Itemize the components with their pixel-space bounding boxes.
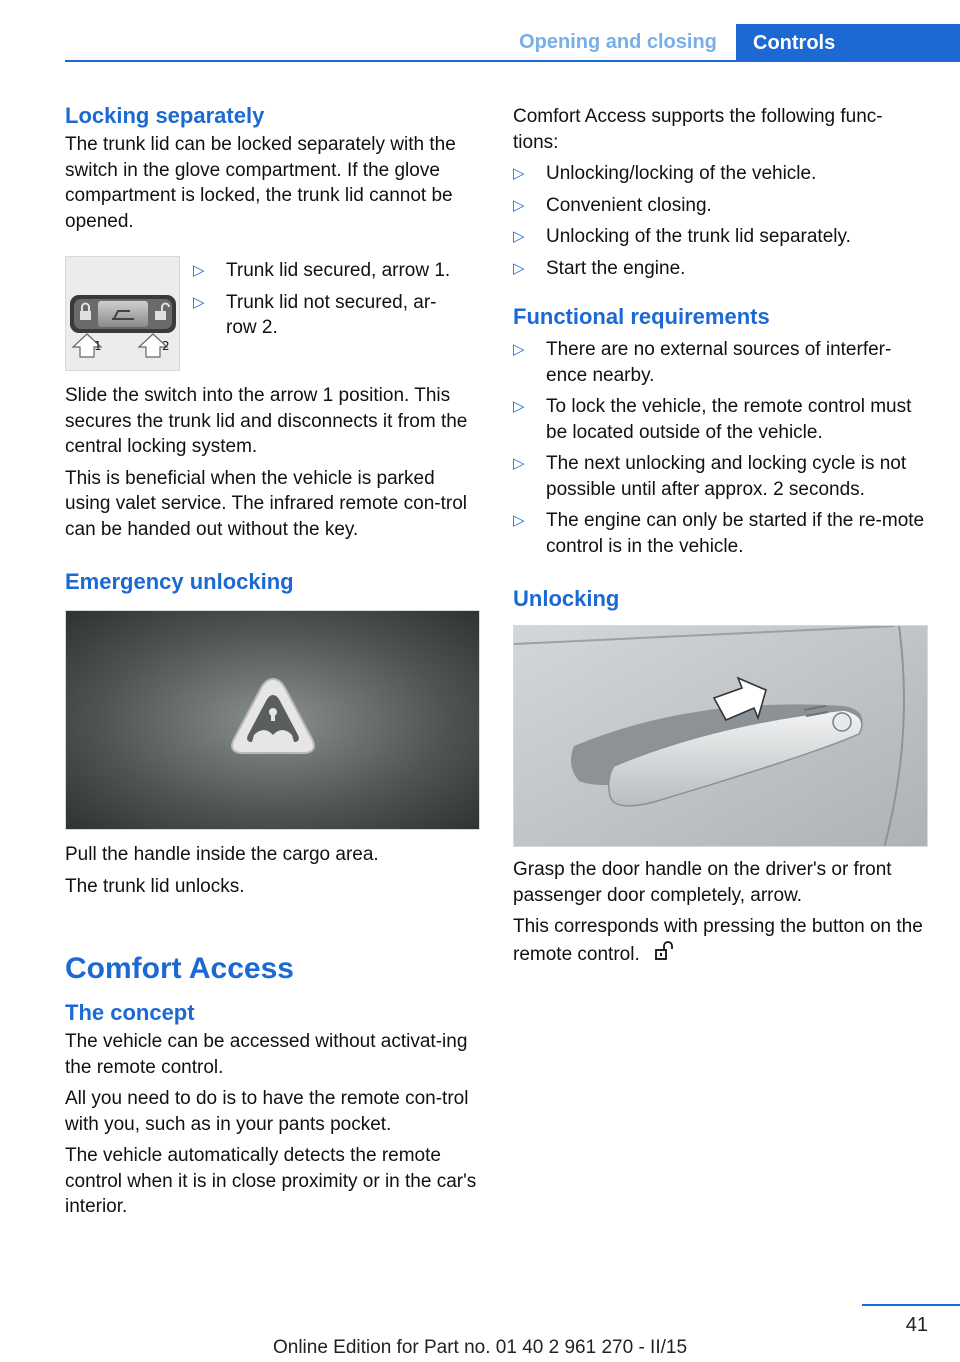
list-item: ▷ The next unlocking and locking cycle is not possible until after approx. 2 seconds. (513, 453, 907, 500)
list-marker-icon: ▷ (193, 293, 205, 311)
heading-the-concept: The concept (65, 1000, 195, 1025)
concept-paragraph-3: The vehicle automatically detects the remote control when it is in close proximity or in the car's interior. (65, 1145, 477, 1217)
list-item: ▷ Trunk lid secured, arrow 1. (193, 258, 463, 284)
list-item: ▷ Convenient closing. (513, 193, 928, 219)
list-item: ▷ Unlocking/locking of the vehicle. (513, 161, 928, 187)
locking-separately-paragraph-1: Slide the switch into the arrow 1 position. This secures the trunk lid and disconnects it from the central locking system. (65, 385, 468, 457)
list-marker-icon: ▷ (513, 165, 525, 182)
emergency-paragraph-1: Pull the handle inside the cargo area. (65, 844, 379, 865)
door-handle-image (513, 625, 928, 847)
right-column (513, 100, 928, 967)
list-marker-icon: ▷ (513, 196, 525, 214)
heading-locking-separately: Locking separately (65, 103, 265, 128)
requirements-list (513, 337, 928, 559)
emergency-handle-illustration (66, 611, 480, 830)
locking-separately-paragraph-2: This is beneficial when the vehicle is parked using valet service. The infrared remote con‐trol can be handed out without the key. (65, 467, 467, 540)
unlocking-paragraph-2: This corresponds with pressing the button on the remote control. (513, 916, 923, 965)
list-item: ▷ Unlocking of the trunk lid separately. (513, 224, 928, 250)
emergency-handle-image (65, 610, 480, 830)
switch-figure-row (65, 256, 480, 371)
heading-functional-requirements: Functional requirements (513, 304, 770, 329)
list-marker-icon: ▷ (513, 398, 525, 415)
heading-emergency-unlocking: Emergency unlocking (65, 569, 294, 594)
header-section-title: Opening and closing (519, 31, 717, 53)
heading-comfort-access: Comfort Access (65, 952, 294, 985)
header-chapter-tab: Controls (736, 24, 960, 62)
list-marker-icon: ▷ (193, 262, 205, 279)
arrow-label-1: 1 (94, 339, 102, 353)
unlock-button-icon (653, 940, 679, 964)
arrow-label-2: 2 (162, 339, 170, 353)
locking-separately-intro: The trunk lid can be locked separately with the switch in the glove compartment. If the glove compartment is locked, the trunk lid cannot be opened. (65, 134, 456, 232)
glove-box-switch-image (65, 256, 180, 371)
list-marker-icon: ▷ (513, 341, 525, 358)
list-marker-icon: ▷ (513, 512, 525, 529)
unlocking-paragraph-1: Grasp the door handle on the driver's or front passenger door completely, arrow. (513, 859, 892, 906)
heading-unlocking: Unlocking (513, 586, 620, 611)
list-marker-icon: ▷ (513, 455, 525, 472)
list-item: ▷ To lock the vehicle, the remote control must be located outside of the vehicle. (513, 396, 912, 443)
list-marker-icon: ▷ (513, 228, 525, 245)
list-item: ▷ The engine can only be started if the re‐mote control is in the vehicle. (513, 510, 925, 557)
concept-paragraph-2: All you need to do is to have the remote con‐trol with you, such as in your pants pocket. (65, 1088, 469, 1135)
functions-list (513, 161, 928, 281)
list-marker-icon: ▷ (513, 259, 525, 277)
footer-rule (862, 1304, 960, 1306)
list-item: ▷ Start the engine. (513, 256, 928, 282)
concept-paragraph-1: The vehicle can be accessed without activat‐ing the remote control. (65, 1031, 468, 1078)
page-number: 41 (905, 1314, 928, 1336)
footer-edition: Online Edition for Part no. 01 40 2 961 270 - II/15 (272, 1337, 688, 1358)
list-item: ▷ Trunk lid not secured, ar‐row 2. (193, 291, 437, 338)
emergency-paragraph-2: The trunk lid unlocks. (65, 875, 245, 897)
left-column (65, 100, 480, 1220)
functions-intro: Comfort Access supports the following func‐tions: (513, 106, 883, 153)
switch-positions-list (193, 252, 463, 371)
trunk-switch-illustration (66, 257, 180, 371)
list-item: ▷ There are no external sources of interfer‐ence nearby. (513, 339, 892, 386)
header-rule (65, 60, 960, 62)
door-handle-illustration (514, 626, 928, 847)
